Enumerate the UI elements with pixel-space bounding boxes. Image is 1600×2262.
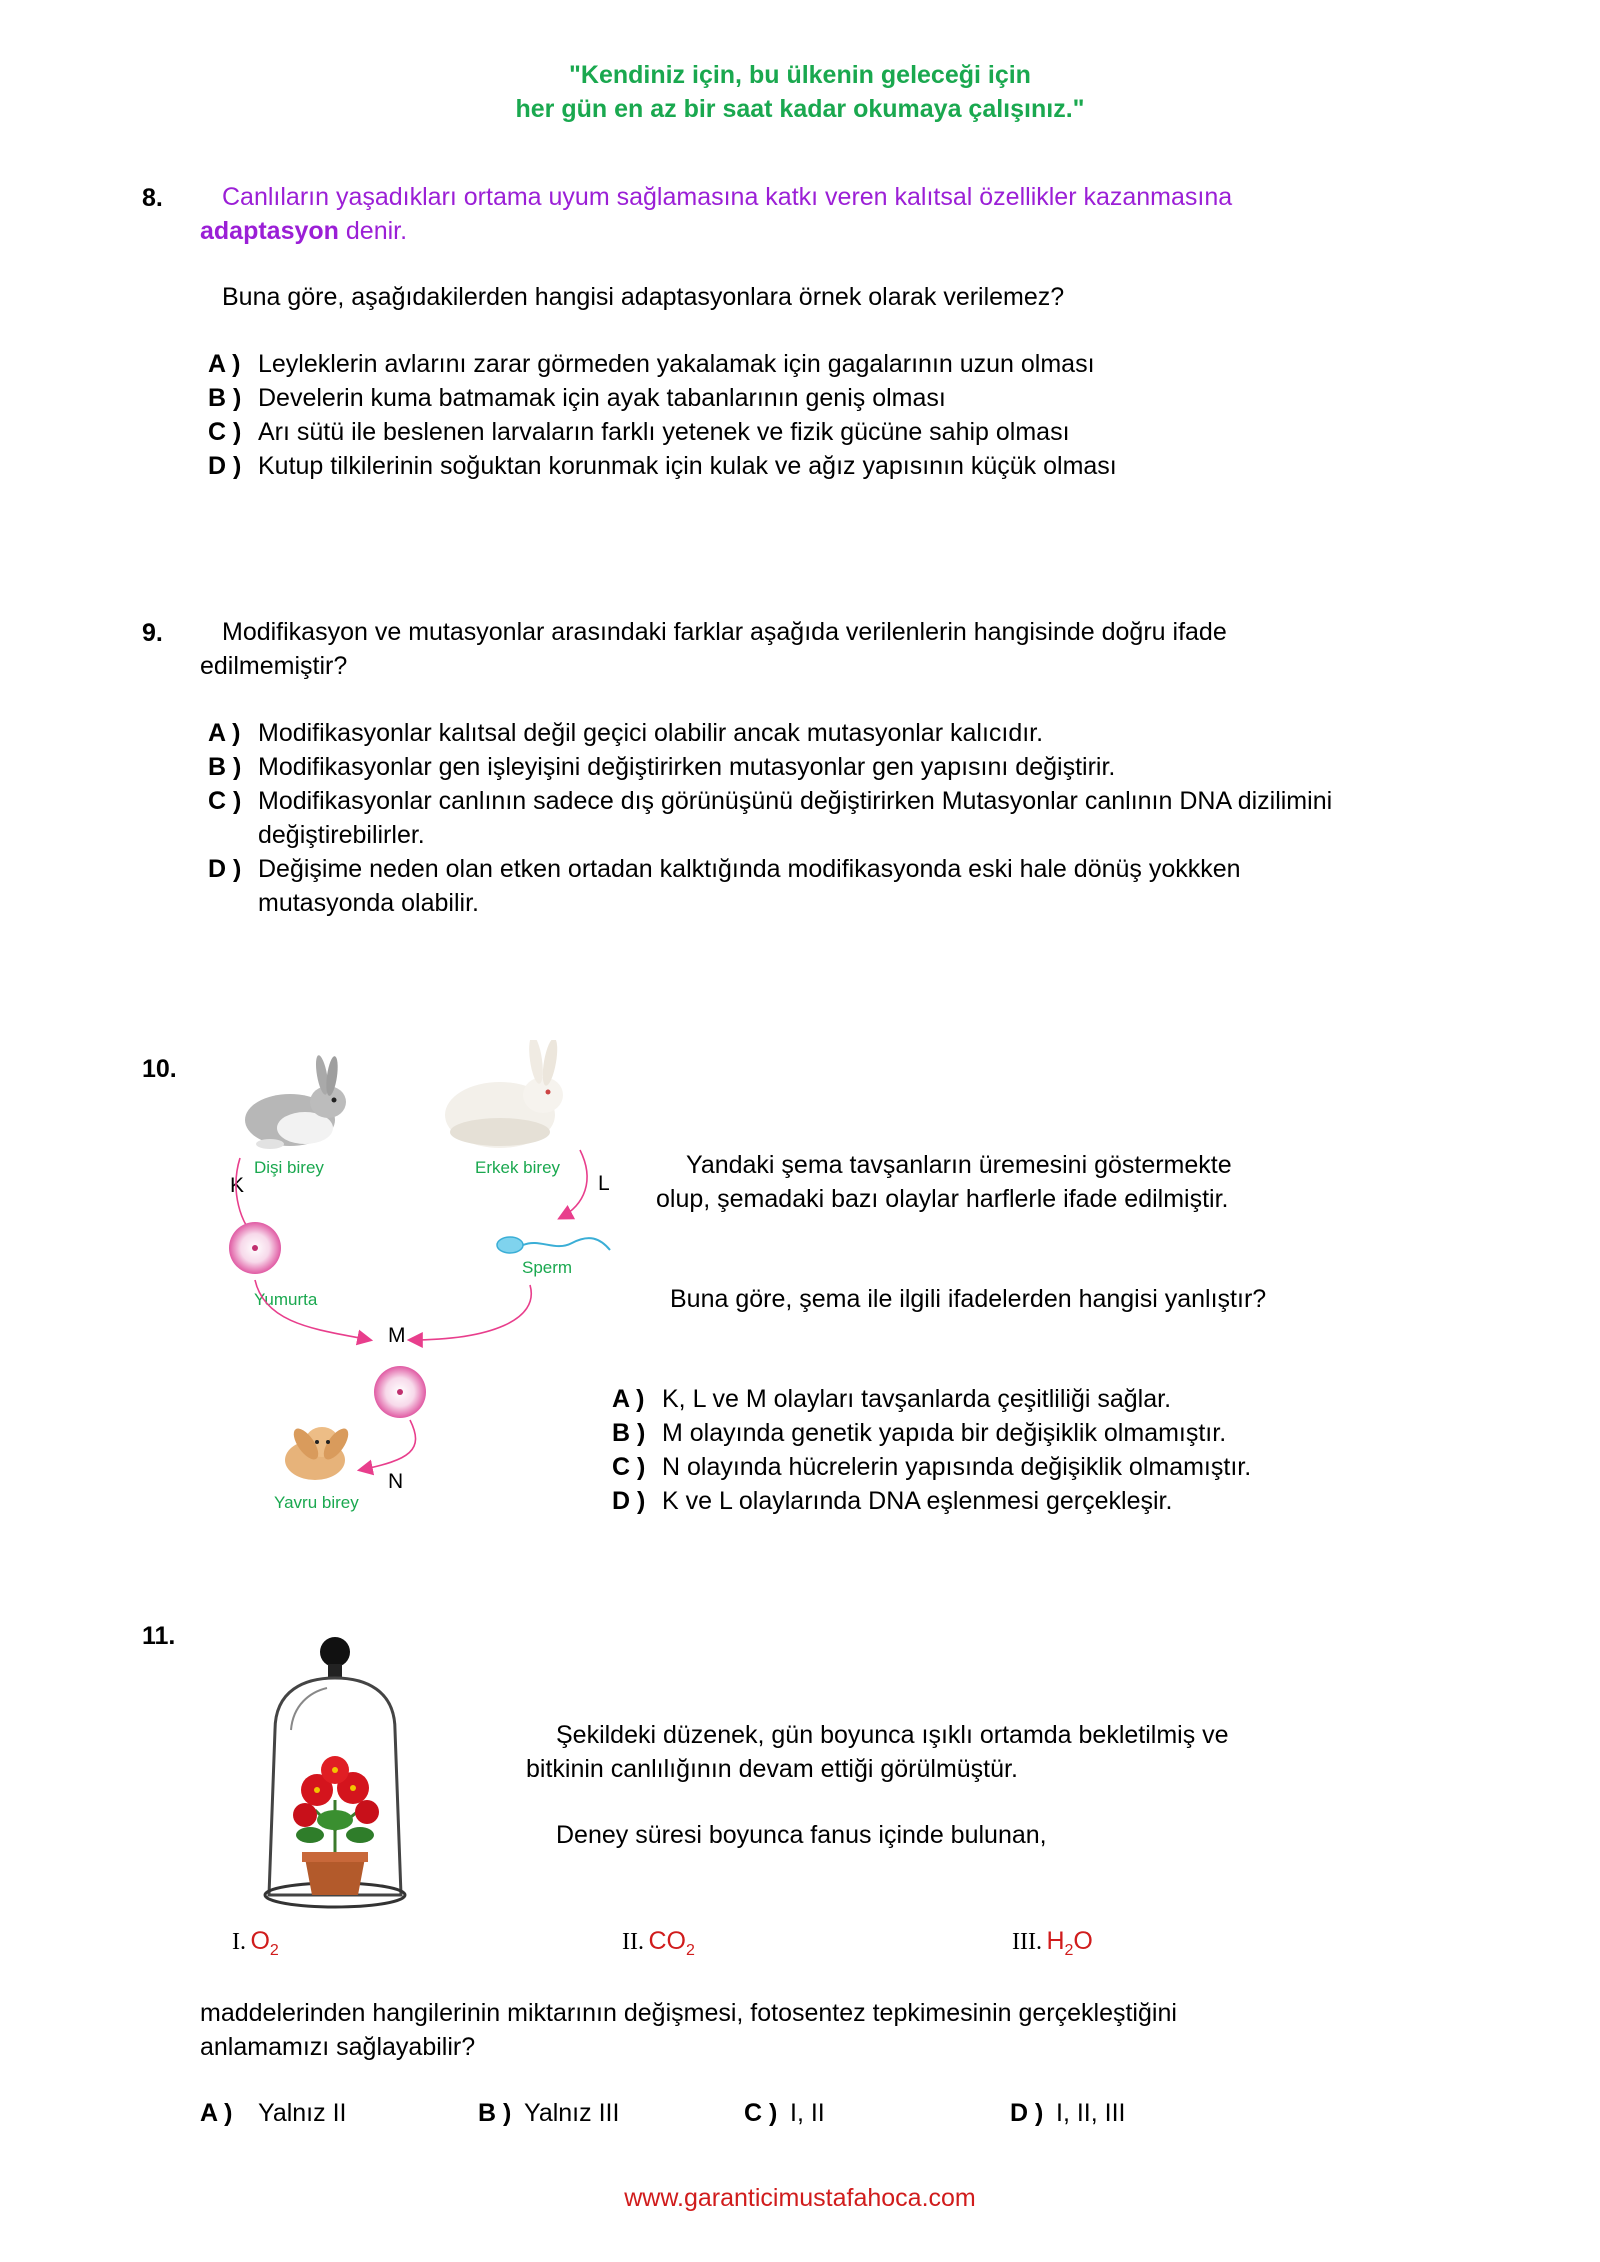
q10-option-c[interactable]: C ) N olayında hücrelerin yapısında değişiklik olmamıştır. [612,1453,1252,1481]
q11-option-a[interactable]: A ) Yalnız II [200,2099,347,2127]
q9-option-d[interactable]: D ) Değişime neden olan etken ortadan kalktığında modifikasyonda eski hale dönüş yokkken [208,855,1241,883]
q8-option-c[interactable]: C ) Arı sütü ile beslenen larvaların farklı yetenek ve fizik gücüne sahip olması [208,418,1070,446]
q9-option-d-cont: mutasyonda olabilir. [258,889,479,917]
q8-definition-line1: Canlıların yaşadıkları ortama uyum sağlamasına katkı veren kalıtsal özellikler kazanmasına [222,183,1233,211]
q8-definition-line2 [200,214,407,248]
rabbit-reproduction-diagram [210,1040,630,1520]
header-quote-line2: her gün en az bir saat kadar okumaya çalışınız." [515,95,1085,123]
q11-option-c[interactable]: C ) I, II [744,2099,825,2127]
event-m-label: M [388,1324,406,1347]
q10-option-d[interactable]: D ) K ve L olaylarında DNA eşlenmesi gerçekleşir. [612,1487,1173,1515]
q8-definition-end: denir. [338,217,408,245]
q9-option-c-cont: değiştirebilirler. [258,821,425,849]
offspring-label: Yavru birey [274,1493,359,1512]
q11-desc-line3: Deney süresi boyunca fanus içinde bulunan, [556,1821,1047,1849]
q11-question-line2: anlamamızı sağlayabilir? [200,2033,476,2061]
footer-url[interactable]: www.garanticimustafahoca.com [624,2184,976,2212]
sperm-icon [497,1237,610,1253]
q10-desc-line1: Yandaki şema tavşanların üremesini göstermekte [686,1151,1232,1179]
q11-desc-line2: bitkinin canlılığının devam ettiği görülmüştür. [526,1755,1018,1783]
q11-item-2: II. $CO_2$ [622,1927,695,1959]
q11-item-1: I. $O_2$ [232,1927,279,1959]
q8-definition-term: adaptasyon [200,217,339,245]
q8-option-d[interactable]: D ) Kutup tilkilerinin soğuktan korunmak için kulak ve ağız yapısının küçük olması [208,452,1117,480]
q9-option-b[interactable]: B ) Modifikasyonlar gen işleyişini değiştirirken mutasyonlar gen yapısını değiştirir. [208,753,1116,781]
event-n-label: N [388,1470,404,1493]
bell-jar-plant-illustration [255,1630,425,1920]
q10-question: Buna göre, şema ile ilgili ifadelerden hangisi yanlıştır? [670,1285,1267,1313]
q11-item-3: III. $H_2O$ [1012,1927,1093,1959]
q9-option-c[interactable]: C ) Modifikasyonlar canlının sadece dış görünüşünü değiştirirken Mutasyonlar canlının DNA dizilimini [208,787,1333,815]
q8-question: Buna göre, aşağıdakilerden hangisi adaptasyonlara örnek olarak verilemez? [222,283,1065,311]
q8-option-a[interactable]: A ) Leyleklerin avlarını zarar görmeden yakalamak için gagalarının uzun olması [208,350,1095,378]
question-10-number: 10. [142,1055,177,1083]
question-9-number: 9. [142,619,163,647]
egg-label: Yumurta [254,1290,318,1309]
zygote-icon [374,1366,426,1418]
event-l-label: L [598,1172,610,1195]
q11-desc-line1: Şekildeki düzenek, gün boyunca ışıklı ortamda bekletilmiş ve [556,1721,1229,1749]
q8-option-b[interactable]: B ) Develerin kuma batmamak için ayak tabanlarının geniş olması [208,384,946,412]
question-11-number: 11. [142,1622,176,1650]
baby-rabbit-icon [285,1425,353,1480]
header-quote-line1: "Kendiniz için, bu ülkenin geleceği için [569,61,1031,89]
sperm-label: Sperm [522,1258,573,1277]
male-rabbit-icon [445,1040,563,1148]
egg-cell-icon [229,1222,281,1274]
q10-desc-line2: olup, şemadaki bazı olaylar harflerle ifade edilmiştir. [656,1185,1229,1213]
question-8-number: 8. [142,184,163,212]
q11-option-d[interactable]: D ) I, II, III [1010,2099,1126,2127]
q10-option-b[interactable]: B ) M olayında genetik yapıda bir değişiklik olmamıştır. [612,1419,1227,1447]
q9-option-a[interactable]: A ) Modifikasyonlar kalıtsal değil geçici olabilir ancak mutasyonlar kalıcıdır. [208,719,1044,747]
q11-question-line1: maddelerinden hangilerinin miktarının değişmesi, fotosentez tepkimesinin gerçekleştiğini [200,1999,1177,2027]
event-k-label: K [230,1174,245,1197]
q9-question-line1: Modifikasyon ve mutasyonlar arasındaki farklar aşağıda verilenlerin hangisinde doğru ifade [222,618,1227,646]
female-rabbit-icon [245,1054,346,1149]
q11-option-b[interactable]: B ) Yalnız III [478,2099,620,2127]
bell-jar-knob-icon [320,1637,350,1678]
female-label: Dişi birey [254,1158,324,1177]
q9-question-line2: edilmemiştir? [200,652,348,680]
q10-option-a[interactable]: A ) K, L ve M olayları tavşanlarda çeşitliliği sağlar. [612,1385,1172,1413]
male-label: Erkek birey [475,1158,561,1177]
poinsettia-plant-icon [293,1756,379,1895]
